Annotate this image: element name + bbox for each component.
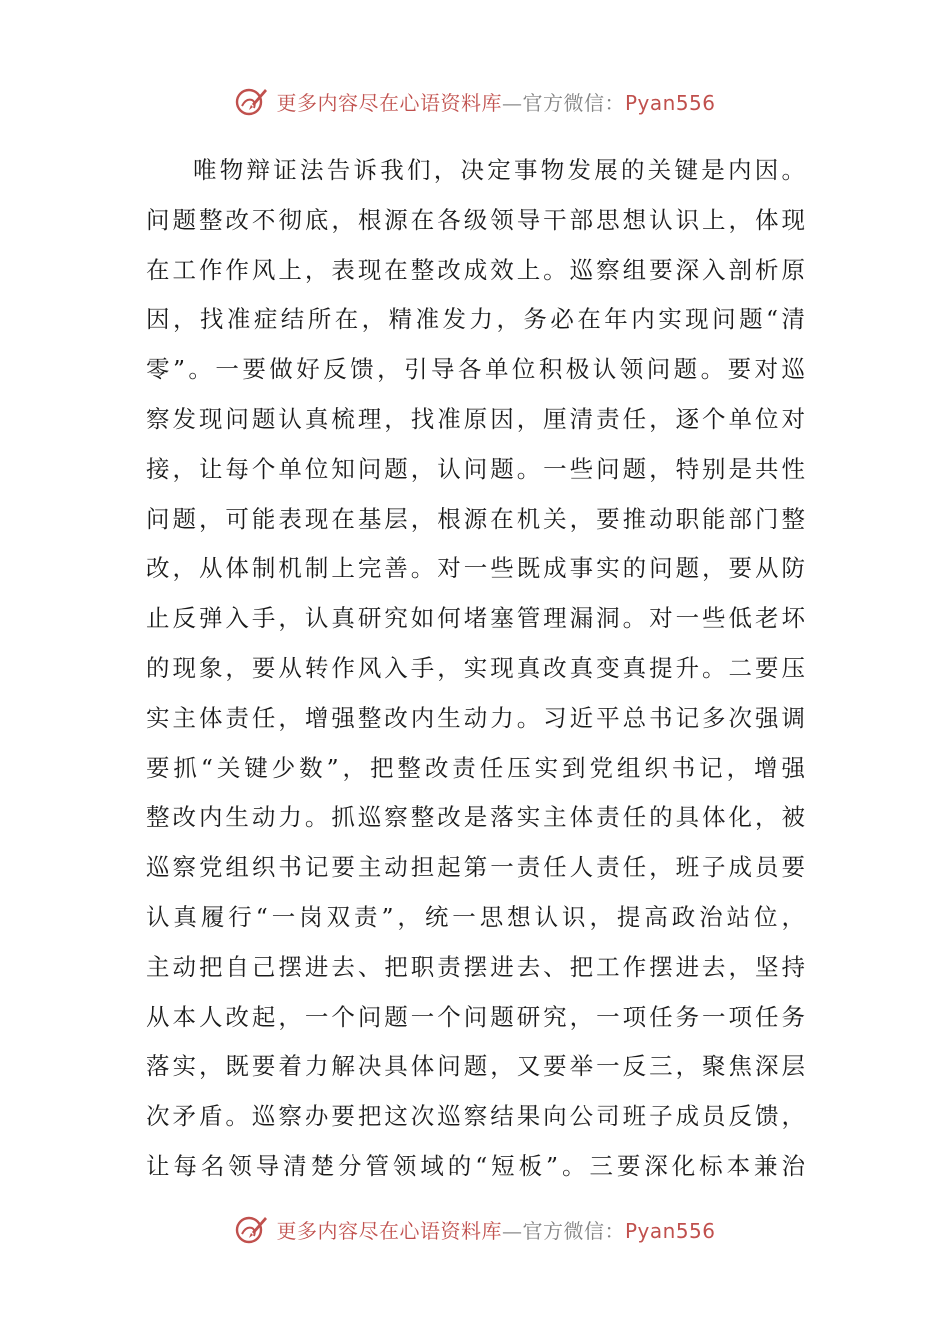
header-watermark (0, 84, 950, 118)
watermark-separator: — (501, 90, 523, 115)
pen-logo-icon (234, 84, 268, 118)
body-line: 整改内生动力。抓巡察整改是落实主体责任的具体化，被 (146, 803, 806, 832)
watermark-separator: — (501, 1218, 523, 1243)
body-line: 改，从体制机制上完善。对一些既成事实的问题，要从防 (146, 554, 806, 583)
body-line: 主动把自己摆进去、把职责摆进去、把工作摆进去，坚持 (146, 952, 806, 981)
body-line: 唯物辩证法告诉我们，决定事物发展的关键是内因。 (193, 156, 806, 184)
body-line: 察发现问题认真梳理，找准原因，厘清责任，逐个单位对 (146, 404, 806, 433)
body-line: 从本人改起，一个问题一个问题研究，一项任务一项任务 (146, 1002, 806, 1031)
body-line: 落实，既要着力解决具体问题，又要举一反三，聚焦深层 (146, 1052, 806, 1081)
body-line: 让每名领导清楚分管领域的“短板”。三要深化标本兼治 (146, 1151, 806, 1180)
body-line: 巡察党组织书记要主动担起第一责任人责任，班子成员要 (146, 853, 806, 882)
watermark-text (276, 87, 715, 116)
body-line: 接，让每个单位知问题，认问题。一些问题，特别是共性 (146, 454, 806, 483)
body-line: 止反弹入手，认真研究如何堵塞管理漏洞。对一些低老坏 (146, 604, 806, 633)
document-body (146, 146, 806, 1192)
body-line: 的现象，要从转作风入手，实现真改真变真提升。二要压 (146, 653, 806, 682)
body-line: 次矛盾。巡察办要把这次巡察结果向公司班子成员反馈， (146, 1102, 806, 1131)
body-line: 零”。一要做好反馈，引导各单位积极认领问题。要对巡 (146, 355, 806, 384)
footer-watermark (0, 1212, 950, 1246)
watermark-text (276, 1215, 715, 1244)
watermark-main: 更多内容尽在心语资料库 (276, 90, 502, 115)
body-line: 在工作作风上，表现在整改成效上。巡察组要深入剖析原 (146, 255, 806, 284)
body-line: 因，找准症结所在，精准发力，务必在年内实现问题“清 (146, 305, 806, 334)
watermark-label: 官方微信： (522, 90, 625, 115)
body-line: 问题，可能表现在基层，根源在机关，要推动职能部门整 (146, 504, 806, 533)
watermark-main: 更多内容尽在心语资料库 (276, 1218, 502, 1243)
watermark-label: 官方微信： (522, 1218, 625, 1243)
pen-logo-icon (234, 1212, 268, 1246)
watermark-id: Pyan556 (624, 1218, 716, 1243)
body-line: 实主体责任，增强整改内生动力。习近平总书记多次强调 (146, 703, 806, 732)
body-line: 认真履行“一岗双责”，统一思想认识，提高政治站位， (146, 902, 806, 931)
body-line: 问题整改不彻底，根源在各级领导干部思想认识上，体现 (146, 205, 806, 234)
watermark-id: Pyan556 (624, 90, 716, 115)
body-line: 要抓“关键少数”，把整改责任压实到党组织书记，增强 (146, 753, 806, 782)
